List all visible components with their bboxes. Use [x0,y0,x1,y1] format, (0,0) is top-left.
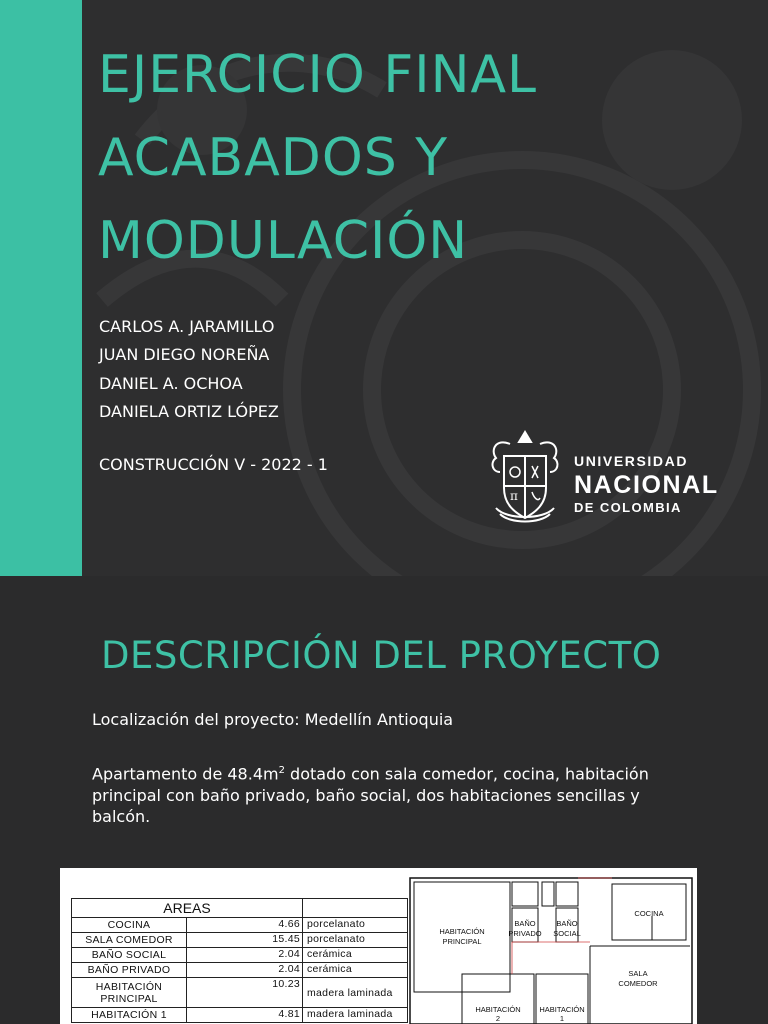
accent-bar [0,0,82,576]
university-line-2: NACIONAL [574,471,719,499]
areas-header: AREAS [72,899,303,918]
label-bano-social: BAÑO [556,919,578,928]
area-value: 2.04 [187,948,303,963]
label-hab-2: 2 [495,1014,501,1023]
superscript: 2 [278,765,285,776]
area-name: HABITACIÓN 1 [72,1008,187,1023]
areas-table [71,898,408,1023]
label-hab-2: HABITACIÓN [475,1005,521,1014]
area-name: BAÑO PRIVADO [72,963,187,978]
table-row [72,918,408,933]
area-material: madera laminada [303,1008,408,1023]
label-hab-1: 1 [559,1014,565,1023]
label-bano-privado: BAÑO [514,919,536,928]
description-text [92,760,652,828]
label-hab-principal: HABITACIÓN [439,927,485,936]
author-name: DANIEL A. OCHOA [99,373,243,393]
area-material: porcelanato [303,918,408,933]
table-row [72,933,408,948]
area-name: SALA COMEDOR [72,933,187,948]
table-row [72,978,408,1008]
area-material: cerámica [303,948,408,963]
author-name: JUAN DIEGO NOREÑA [99,345,270,365]
title-line-3: MODULACIÓN [98,211,469,271]
label-cocina: COCINA [634,909,664,918]
area-value: 4.81 [187,1008,303,1023]
table-header-row [72,899,408,918]
university-logo-text [574,452,719,516]
areas-and-floor-plan [60,868,697,1024]
presentation-title [98,34,537,283]
area-material: madera laminada [303,978,408,1008]
floor-plan [408,876,697,1024]
section-title: DESCRIPCIÓN DEL PROYECTO [101,634,662,677]
area-material: porcelanato [303,933,408,948]
label-hab-1: HABITACIÓN [539,1005,585,1014]
author-name: CARLOS A. JARAMILLO [99,317,275,336]
title-line-1: EJERCICIO FINAL [98,45,538,105]
area-name: HABITACIÓN PRINCIPAL [72,978,187,1008]
table-row [72,963,408,978]
area-name: BAÑO SOCIAL [72,948,187,963]
area-value: 15.45 [187,933,303,948]
label-sala: SALA [628,969,648,978]
label-sala: COMEDOR [618,979,658,988]
authors-list [99,313,279,426]
area-name: COCINA [72,918,187,933]
area-material: cerámica [303,963,408,978]
description-end: dotado con sala comedor, cocina, habitación principal con baño privado, baño social, dos habitaciones sencillas y balcón. [92,764,649,827]
location-text: Localización del proyecto: Medellín Antioquia [92,710,454,729]
university-line-1: UNIVERSIDAD [574,453,689,469]
label-hab-principal: PRINCIPAL [442,937,482,946]
description-start: Apartamento de 48.4m [92,764,279,784]
university-line-3: DE COLOMBIA [574,500,682,515]
description-slide [0,576,768,1024]
area-value: 10.23 [187,978,303,1008]
table-row [72,948,408,963]
blank-header [303,899,408,918]
university-crest-icon [486,428,564,526]
area-value: 2.04 [187,963,303,978]
area-value: 4.66 [187,918,303,933]
label-bano-social: SOCIAL [553,929,581,938]
table-row [72,1008,408,1023]
course-label: CONSTRUCCIÓN V - 2022 - 1 [99,455,328,474]
svg-text:π: π [510,489,518,503]
author-name: DANIELA ORTIZ LÓPEZ [99,401,279,421]
title-line-2: ACABADOS Y [98,128,449,188]
label-bano-privado: PRIVADO [508,929,542,938]
